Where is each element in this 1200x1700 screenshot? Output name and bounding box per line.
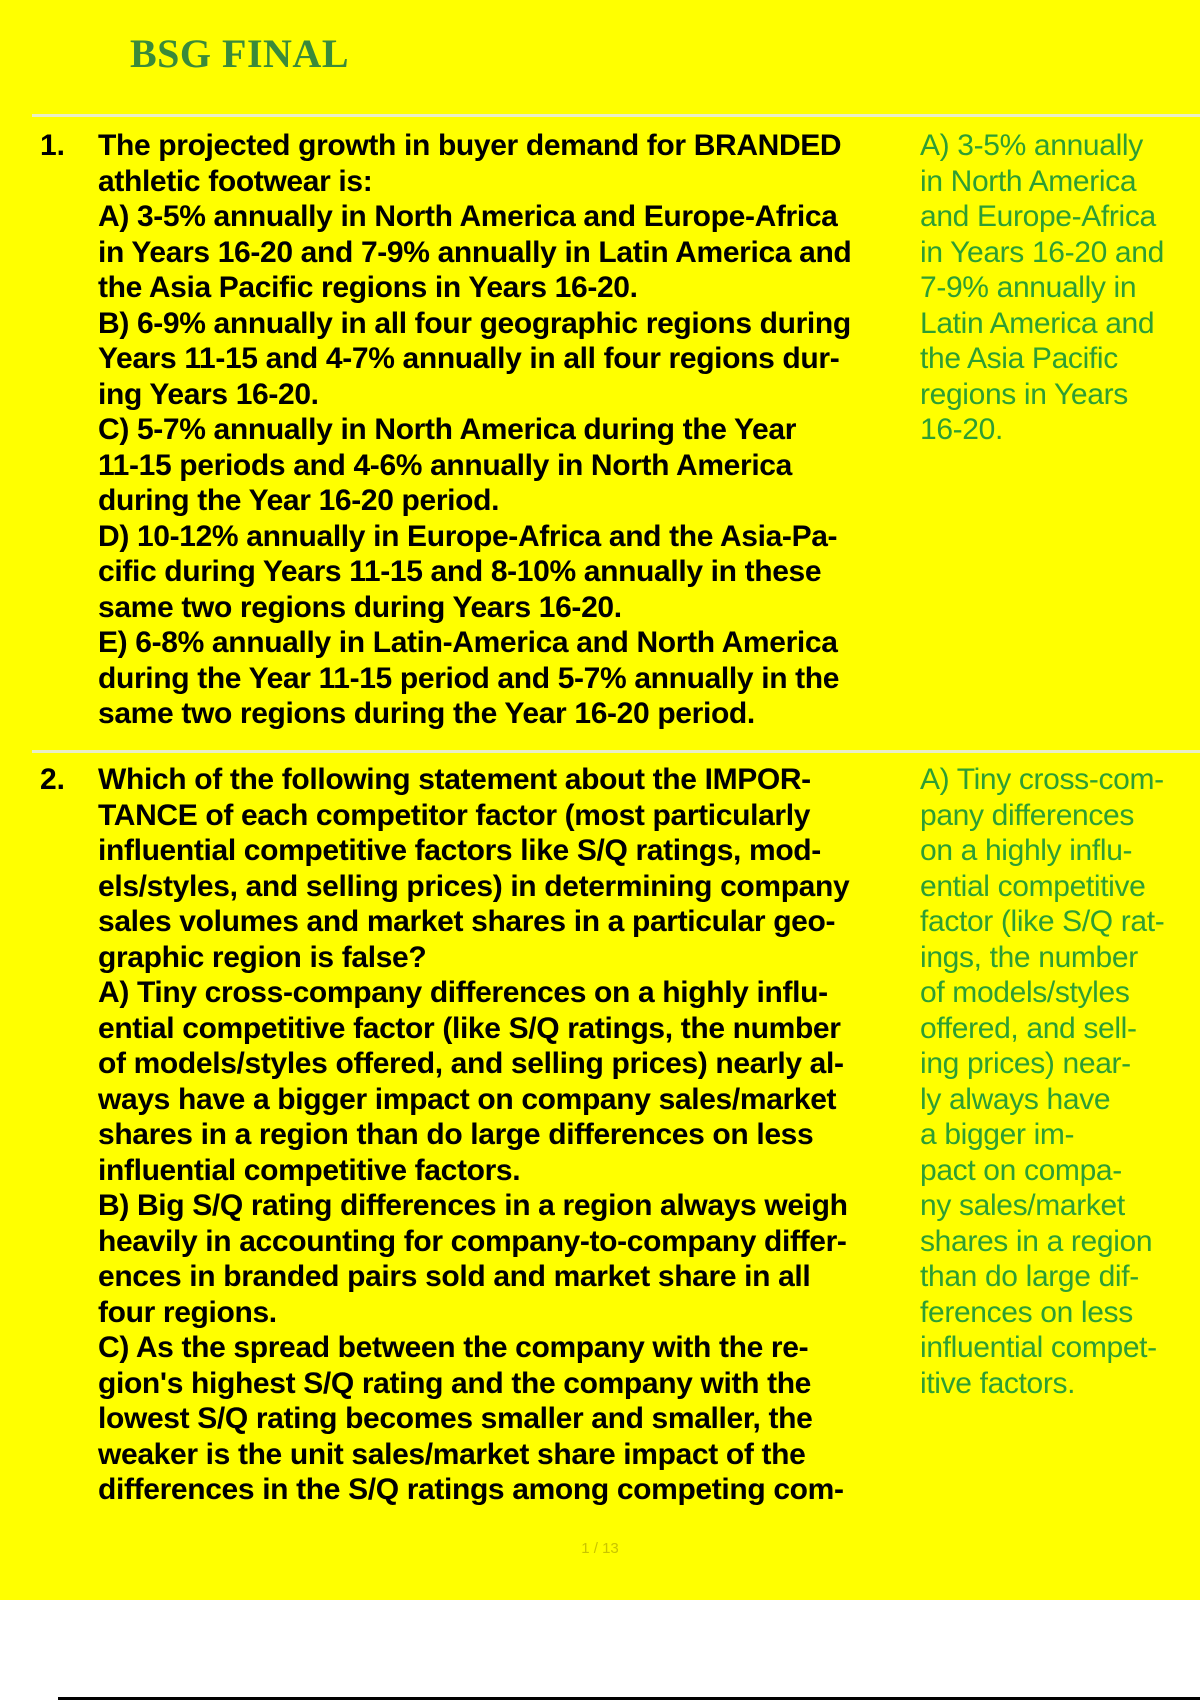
answer-text: A) 3-5% annually in North America and Europe-Africa in Years 16-20 and 7-9% annually in Latin America and the Asia Pacific regions in Years 16-20.: [920, 129, 1164, 446]
question-text: The projected growth in buyer demand for BRANDED athletic footwear is: A) 3-5% annually in North America and Europe-Africa in Years 16-20 and 7-9% annually in Latin America and the Asia Pacific regions in Years 16-20. B) 6-9% annually in all four geographic regions during Years 11-15 and 4-7% annually in all four regions dur- ing Years 16-20. C) 5-7% annually in North America during the Year 11-15 periods and 4-6% annually in North America during the Year 16-20 period. D) 10-12% annually in Europe-Africa and the Asia-Pa- cific during Years 11-15 and 8-10% annually in these same two regions during Years 16-20. E) 6-8% annually in Latin-America and North America during the Year 11-15 period and 5-7% annually in the same two regions during the Year 16-20 period.: [98, 129, 852, 730]
question-divider: [32, 114, 1200, 117]
question-number: 1.: [40, 129, 66, 162]
answer-text: A) Tiny cross-com- pany differences on a highly influ- ential competitive factor (like S/Q rat- ings, the number of models/styles offered, and sell- ing prices) near- ly always have a bigger im- pact on compa- ny sales/market shares in a region than do large dif- ferences on less influential compet- itive factors.: [920, 763, 1165, 1400]
question-divider: [32, 750, 1200, 753]
page-indicator: 1 / 13: [581, 1540, 619, 1557]
question-number: 2.: [40, 763, 66, 796]
document-title: BSG FINAL: [130, 31, 349, 76]
question-text: Which of the following statement about the IMPOR- TANCE of each competitor factor (most particularly influential competitive factors like S/Q ratings, mod- els/styles, and selling prices) in determining company sales volumes and market shares in a particular geo- graphic region is false? A) Tiny cross-company differences on a highly influ- ential competitive factor (like S/Q ratings, the number of models/styles offered, and selling prices) nearly al- ways have a bigger impact on company sales/market shares in a region than do large differences on less influential competitive factors. B) Big S/Q rating differences in a region always weigh heavily in accounting for company-to-company differ- ences in branded pairs sold and market share in all four regions. C) As the spread between the company with the re- gion's highest S/Q rating and the company with the lowest S/Q rating becomes smaller and smaller, the weaker is the unit sales/market share impact of the differences in the S/Q ratings among competing com-: [98, 763, 850, 1506]
